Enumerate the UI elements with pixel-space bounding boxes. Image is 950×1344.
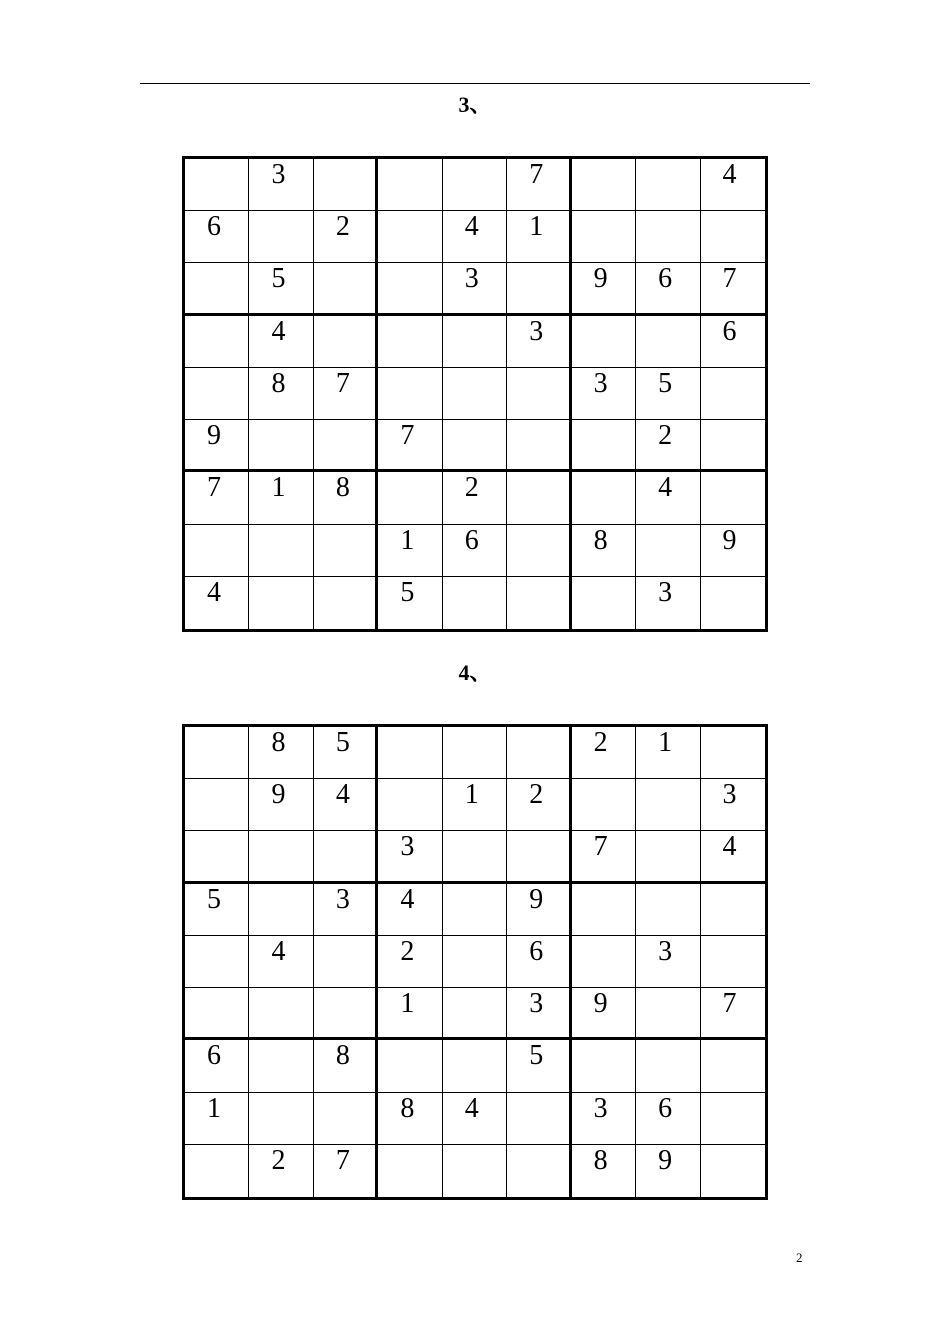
sudoku-cell: 2 (572, 727, 636, 779)
sudoku-cell (443, 368, 507, 420)
sudoku-cell: 9 (636, 1145, 700, 1197)
sudoku-cell (636, 831, 700, 883)
sudoku-cell: 1 (185, 1093, 249, 1145)
sudoku-cell (572, 936, 636, 988)
sudoku-cell (636, 525, 700, 577)
sudoku-cell: 2 (378, 936, 442, 988)
sudoku-cell: 3 (378, 831, 442, 883)
page-number: 2 (796, 1250, 803, 1265)
sudoku-cell (443, 1145, 507, 1197)
sudoku-cell: 9 (249, 779, 313, 831)
sudoku-cell: 4 (701, 831, 765, 883)
sudoku-cell: 5 (249, 263, 313, 315)
sudoku-cell (249, 577, 313, 629)
sudoku-cell (314, 577, 378, 629)
sudoku-cell (636, 316, 700, 368)
sudoku-cell (314, 420, 378, 472)
sudoku-cell (701, 884, 765, 936)
sudoku-cell (443, 727, 507, 779)
sudoku-cell (443, 159, 507, 211)
sudoku-cell (636, 884, 700, 936)
sudoku-cell: 6 (185, 211, 249, 263)
sudoku-cell (249, 420, 313, 472)
sudoku-cell: 4 (636, 472, 700, 524)
sudoku-cell (249, 525, 313, 577)
sudoku-cell (636, 1040, 700, 1092)
sudoku-cell (636, 988, 700, 1040)
sudoku-cell (185, 316, 249, 368)
sudoku-cell (701, 577, 765, 629)
sudoku-cell: 5 (185, 884, 249, 936)
sudoku-grid-3 (182, 156, 768, 632)
sudoku-cell (701, 420, 765, 472)
puzzle-3-title: 3、 (458, 92, 492, 117)
sudoku-cell: 7 (185, 472, 249, 524)
sudoku-cell: 3 (572, 1093, 636, 1145)
sudoku-cell (314, 316, 378, 368)
sudoku-cell: 6 (636, 1093, 700, 1145)
sudoku-cell (314, 525, 378, 577)
sudoku-cell (507, 1145, 571, 1197)
sudoku-cell (185, 936, 249, 988)
sudoku-cell (701, 472, 765, 524)
sudoku-cell (572, 211, 636, 263)
sudoku-cell (507, 525, 571, 577)
sudoku-cell (378, 472, 442, 524)
sudoku-cell: 8 (378, 1093, 442, 1145)
sudoku-cell: 1 (378, 525, 442, 577)
sudoku-cell: 8 (314, 472, 378, 524)
sudoku-cell: 7 (507, 159, 571, 211)
sudoku-cell (572, 316, 636, 368)
sudoku-cell: 7 (572, 831, 636, 883)
sudoku-cell (443, 884, 507, 936)
sudoku-cell (314, 936, 378, 988)
sudoku-cell: 3 (572, 368, 636, 420)
sudoku-cell: 1 (249, 472, 313, 524)
sudoku-cell (314, 988, 378, 1040)
sudoku-cell (378, 211, 442, 263)
sudoku-cell (572, 779, 636, 831)
sudoku-cell (443, 936, 507, 988)
sudoku-cell (701, 936, 765, 988)
sudoku-cell (249, 884, 313, 936)
sudoku-cell: 7 (701, 263, 765, 315)
sudoku-cell: 4 (701, 159, 765, 211)
sudoku-cell: 4 (185, 577, 249, 629)
sudoku-cell: 8 (314, 1040, 378, 1092)
sudoku-cell (507, 577, 571, 629)
sudoku-cell (185, 831, 249, 883)
sudoku-cell: 6 (701, 316, 765, 368)
sudoku-cell (443, 831, 507, 883)
sudoku-cell (314, 1093, 378, 1145)
sudoku-cell: 8 (249, 727, 313, 779)
sudoku-cell (314, 159, 378, 211)
sudoku-cell: 8 (249, 368, 313, 420)
sudoku-cell (507, 368, 571, 420)
sudoku-cell (636, 779, 700, 831)
sudoku-cell (572, 420, 636, 472)
sudoku-cell: 2 (507, 779, 571, 831)
sudoku-cell: 9 (507, 884, 571, 936)
sudoku-cell: 3 (701, 779, 765, 831)
sudoku-cell (185, 159, 249, 211)
sudoku-cell: 8 (572, 525, 636, 577)
sudoku-cell: 1 (378, 988, 442, 1040)
sudoku-cell: 8 (572, 1145, 636, 1197)
sudoku-cell (185, 368, 249, 420)
sudoku-cell: 3 (443, 263, 507, 315)
sudoku-cell: 9 (572, 263, 636, 315)
sudoku-cell (378, 159, 442, 211)
sudoku-cell: 1 (507, 211, 571, 263)
sudoku-cell (443, 577, 507, 629)
sudoku-cell: 3 (314, 884, 378, 936)
sudoku-cell: 6 (185, 1040, 249, 1092)
sudoku-cell: 2 (314, 211, 378, 263)
sudoku-cell (572, 884, 636, 936)
sudoku-cell: 6 (443, 525, 507, 577)
sudoku-cell: 2 (636, 420, 700, 472)
sudoku-cell (636, 159, 700, 211)
sudoku-cell (249, 211, 313, 263)
sudoku-cell (249, 1040, 313, 1092)
sudoku-cell: 2 (443, 472, 507, 524)
sudoku-cell (378, 263, 442, 315)
sudoku-cell: 5 (507, 1040, 571, 1092)
sudoku-cell (507, 263, 571, 315)
sudoku-grid-4 (182, 724, 768, 1200)
sudoku-cell (443, 1040, 507, 1092)
sudoku-cell (249, 988, 313, 1040)
sudoku-cell (701, 1145, 765, 1197)
sudoku-cell (185, 988, 249, 1040)
sudoku-cell (701, 211, 765, 263)
sudoku-cell (507, 472, 571, 524)
sudoku-cell (378, 368, 442, 420)
sudoku-cell (701, 1040, 765, 1092)
sudoku-cell (314, 263, 378, 315)
sudoku-cell (185, 727, 249, 779)
sudoku-cell (572, 472, 636, 524)
sudoku-cell: 4 (443, 211, 507, 263)
sudoku-cell (572, 577, 636, 629)
sudoku-cell (378, 1040, 442, 1092)
sudoku-cell: 7 (378, 420, 442, 472)
sudoku-cell (185, 1145, 249, 1197)
sudoku-cell (443, 316, 507, 368)
sudoku-cell (443, 988, 507, 1040)
sudoku-cell (701, 1093, 765, 1145)
sudoku-cell (443, 420, 507, 472)
sudoku-cell (507, 420, 571, 472)
puzzle-4-title: 4、 (458, 660, 492, 685)
sudoku-cell: 4 (378, 884, 442, 936)
sudoku-cell: 6 (507, 936, 571, 988)
sudoku-cell (636, 211, 700, 263)
sudoku-cell: 1 (636, 727, 700, 779)
sudoku-cell: 9 (701, 525, 765, 577)
sudoku-cell: 3 (507, 988, 571, 1040)
sudoku-cell: 9 (185, 420, 249, 472)
sudoku-cell (185, 779, 249, 831)
sudoku-cell (185, 525, 249, 577)
sudoku-cell: 6 (636, 263, 700, 315)
sudoku-cell: 3 (507, 316, 571, 368)
header-rule (140, 83, 810, 84)
sudoku-cell (378, 779, 442, 831)
sudoku-cell (249, 831, 313, 883)
sudoku-cell: 7 (314, 1145, 378, 1197)
sudoku-cell: 7 (314, 368, 378, 420)
sudoku-cell (378, 316, 442, 368)
sudoku-cell: 5 (314, 727, 378, 779)
sudoku-cell: 3 (636, 936, 700, 988)
sudoku-cell: 3 (636, 577, 700, 629)
sudoku-cell (507, 831, 571, 883)
sudoku-cell (249, 1093, 313, 1145)
sudoku-cell: 5 (378, 577, 442, 629)
sudoku-cell: 5 (636, 368, 700, 420)
sudoku-cell (378, 1145, 442, 1197)
sudoku-cell: 9 (572, 988, 636, 1040)
sudoku-cell: 2 (249, 1145, 313, 1197)
sudoku-cell (378, 727, 442, 779)
sudoku-cell (572, 159, 636, 211)
sudoku-cell: 4 (443, 1093, 507, 1145)
sudoku-cell (572, 1040, 636, 1092)
sudoku-cell (314, 831, 378, 883)
sudoku-cell (701, 368, 765, 420)
sudoku-cell: 3 (249, 159, 313, 211)
sudoku-cell: 4 (249, 316, 313, 368)
sudoku-cell (507, 727, 571, 779)
sudoku-cell: 4 (249, 936, 313, 988)
sudoku-cell (701, 727, 765, 779)
sudoku-cell: 1 (443, 779, 507, 831)
sudoku-cell: 4 (314, 779, 378, 831)
sudoku-cell (507, 1093, 571, 1145)
sudoku-cell (185, 263, 249, 315)
sudoku-cell: 7 (701, 988, 765, 1040)
